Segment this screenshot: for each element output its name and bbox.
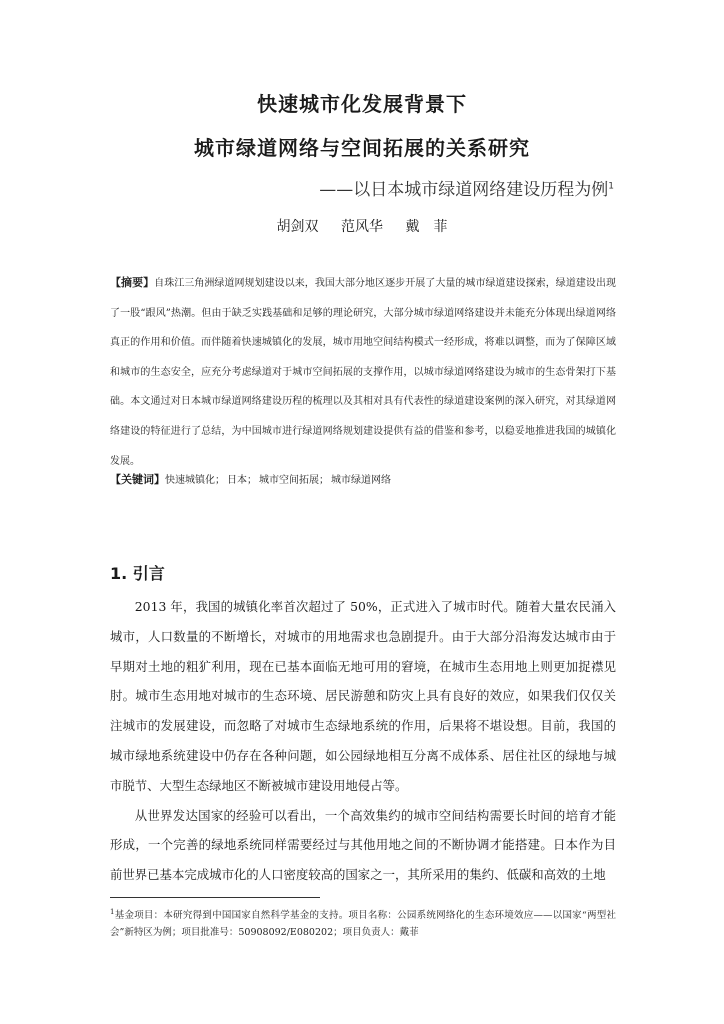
keywords-label: 【关键词】: [110, 473, 165, 486]
abstract: [110, 268, 616, 476]
author-name: 戴 菲: [405, 219, 448, 235]
paper-title-line1: 快速城市化发展背景下: [257, 92, 467, 116]
section-heading: 1. 引言: [110, 564, 165, 583]
body-paragraph: 2013 年，我国的城镇化率首次超过了 50%，正式进入了城市时代。随着大量农民涌入城市，人口数量的不断增长，对城市的用地需求也急剧提升。由于大部分沿海发达城市由于早期对土地的粗犷利用，现在已基本面临无地可用的窘境，在城市生态用地上则更加捉襟见肘。城市生态用地对城市的生态环境、居民游憩和防灾上具有良好的效应，如果我们仅仅关注城市的发展建设，而忽略了对城市生态绿地系统的作用，后果将不堪设想。目前，我国的城市绿地系统建设中仍存在各种问题，如公园绿地相互分离不成体系、居住社区的绿地与城市脱节、大型生态绿地区不断被城市建设用地侵占等。: [110, 599, 616, 793]
keywords: [110, 470, 616, 491]
paper-subtitle: [319, 175, 614, 200]
abstract-text: 自珠江三角洲绿道网规划建设以来，我国大部分地区逐步开展了大量的城市绿道建设探索，绿道建设出现了一股“跟风”热潮。但由于缺乏实践基础和足够的理论研究，大部分城市绿道网络建设并未能充分体现出绿道网络真正的作用和价值。而伴随着快速城镇化的发展，城市用地空间结构模式一经形成，将难以调整，而为了保障区域和城市的生态安全，应充分考虑绿道对于城市空间拓展的支撑作用，以城市绿道网络建设为城市的生态骨架打下基础。本文通过对日本城市绿道网络建设历程的梳理以及其相对具有代表性的绿道建设案例的深入研究，对其绿道网络建设的特征进行了总结，为中国城市进行绿道网络规划建设提供有益的借鉴和参考，以稳妥地推进我国的城镇化发展。: [110, 278, 617, 467]
abstract-label: 【摘要】: [110, 276, 155, 289]
footnote-ref: 1: [608, 181, 614, 192]
author-list: [0, 216, 724, 236]
keyword-item: 城市空间拓展；: [259, 475, 329, 486]
footnote-mark: 1: [110, 908, 115, 916]
keyword-item: 快速城镇化；: [165, 475, 225, 486]
subtitle-text: ——以日本城市绿道网络建设历程为例: [319, 180, 609, 200]
keyword-item: 城市绿道网络: [331, 475, 391, 486]
keyword-item: 日本；: [227, 475, 257, 486]
author-name: 胡剑双: [276, 219, 319, 235]
body-paragraph: 从世界发达国家的经验可以看出，一个高效集约的城市空间结构需要长时间的培育才能形成，一个完善的绿地系统同样需要经过与其他用地之间的不断协调才能搭建。日本作为目前世界已基本完成城市化的人口密度较高的国家之一，其所采用的集约、低碳和高效的土地: [110, 807, 616, 883]
body-text: [110, 592, 616, 890]
footnote-text: 基金项目：本研究得到中国国家自然科学基金的支持。项目名称：公园系统网络化的生态环境效应——以国家“两型社会”新特区为例；项目批准号：50908092/E080202；项目负责人：戴菲: [110, 910, 616, 939]
author-name: 范风华: [341, 219, 383, 235]
paper-title-line2: 城市绿道网络与空间拓展的关系研究: [194, 136, 530, 160]
footnote: [110, 904, 616, 941]
footnote-divider: [110, 897, 320, 898]
